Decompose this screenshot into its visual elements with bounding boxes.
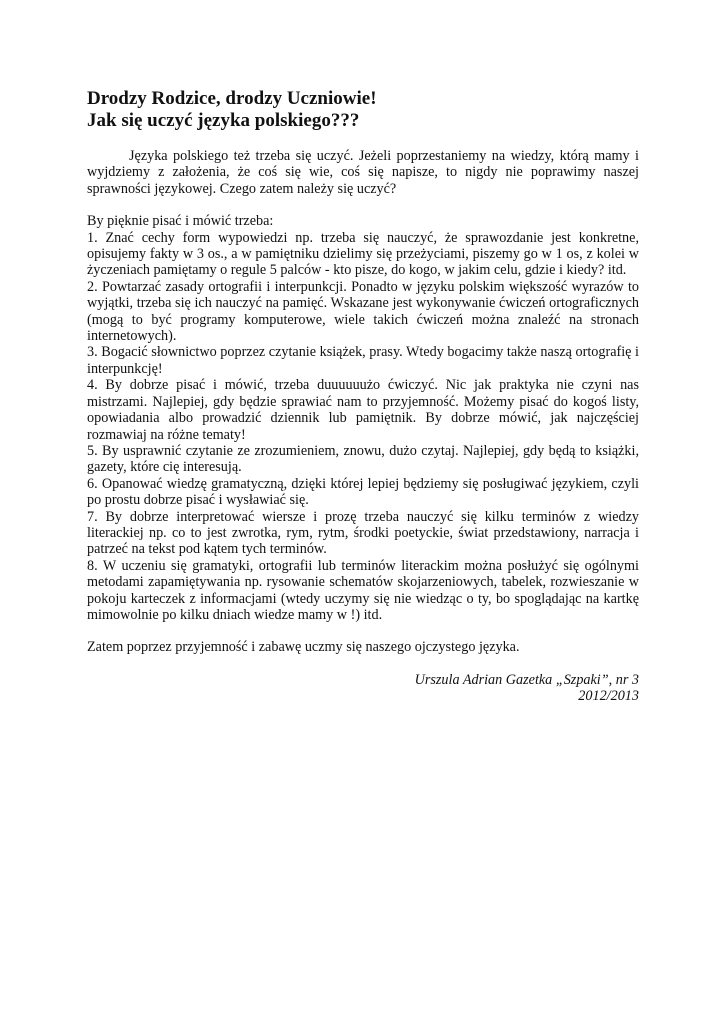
advice-list <box>87 230 639 624</box>
list-item: 4. By dobrze pisać i mówić, trzeba duuuuuużo ćwiczyć. Nic jak praktyka nie czyni nas mistrzami. Najlepiej, gdy będzie sprawiać nam to przyjemność. Możemy pisać do kogoś listy, opowiadania albo prowadzić dziennik lub pamiętnik. By dobrze mówić, jak najczęściej rozmawiaj na różne tematy! <box>87 377 639 443</box>
signature-year: 2012/2013 <box>578 688 639 705</box>
list-item: 6. Opanować wiedzę gramatyczną, dzięki której lepiej będziemy się posługiwać językiem, czyli po prostu dobrze pisać i wysławiać się. <box>87 475 639 509</box>
intro-paragraph: Języka polskiego też trzeba się uczyć. Jeżeli poprzestaniemy na wiedzy, którą mamy i wyjdziemy z założenia, że coś się wie, coś się napisze, to nigdy nie poprawimy naszej sprawności językowej. Czego zatem należy się uczyć? <box>87 148 639 197</box>
title-line-1: Drodzy Rodzice, drodzy Uczniowie! <box>87 88 377 109</box>
list-item: 3. Bogacić słownictwo poprzez czytanie książek, prasy. Wtedy bogacimy także naszą ortografię i interpunkcję! <box>87 344 639 377</box>
list-item: 7. By dobrze interpretować wiersze i prozę trzeba nauczyć się kilku terminów z wiedzy literackiej np. co to jest zwrotka, rym, rytm, środki poetyckie, świat przedstawiony, narracja i patrzeć na tekst pod kątem tych terminów. <box>87 508 639 558</box>
title-line-2: Jak się uczyć języka polskiego??? <box>87 110 360 131</box>
signature-author: Urszula Adrian Gazetka „Szpaki”, nr 3 <box>414 671 639 688</box>
signature <box>87 672 639 705</box>
list-item: 8. W uczeniu się gramatyki, ortografii lub terminów literackim można posłużyć się ogólnymi metodami zapamiętywania np. rysowanie schematów skojarzeniowych, tabelek, rozwieszanie w pokoju karteczek z informacjami (wtedy uczymy się nie wiedząc o ty, bo spoglądając na kartkę mimowolnie po kilku dniach wiedze mamy w !) itd. <box>87 557 639 623</box>
closing-paragraph: Zatem poprzez przyjemność i zabawę uczmy się naszego ojczystego języka. <box>87 639 520 656</box>
list-item: 5. By usprawnić czytanie ze zrozumieniem, znowu, dużo czytaj. Najlepiej, gdy będą to książki, gazety, które cię interesują. <box>87 442 639 476</box>
list-item: 2. Powtarzać zasady ortografii i interpunkcji. Ponadto w języku polskim większość wyrazów to wyjątki, trzeba się ich nauczyć na pamięć. Wskazane jest wykonywanie ćwiczeń ortograficznych (mogą to być programy komputerowe, wiele takich ćwiczeń można znaleźć na stronach internetowych). <box>87 278 639 345</box>
list-lead: By pięknie pisać i mówić trzeba: <box>87 213 274 230</box>
page-title <box>87 88 639 132</box>
list-item: 1. Znać cechy form wypowiedzi np. trzeba się nauczyć, że sprawozdanie jest konkretne, opisujemy fakty w 3 os., a w pamiętniku dzielimy się przeżyciami, piszemy go w 1 os, z kolei w życzeniach pamiętamy o regule 5 palców - kto pisze, do kogo, w jakim celu, gdzie i kiedy? itd. <box>87 229 639 279</box>
document-body <box>87 88 639 705</box>
